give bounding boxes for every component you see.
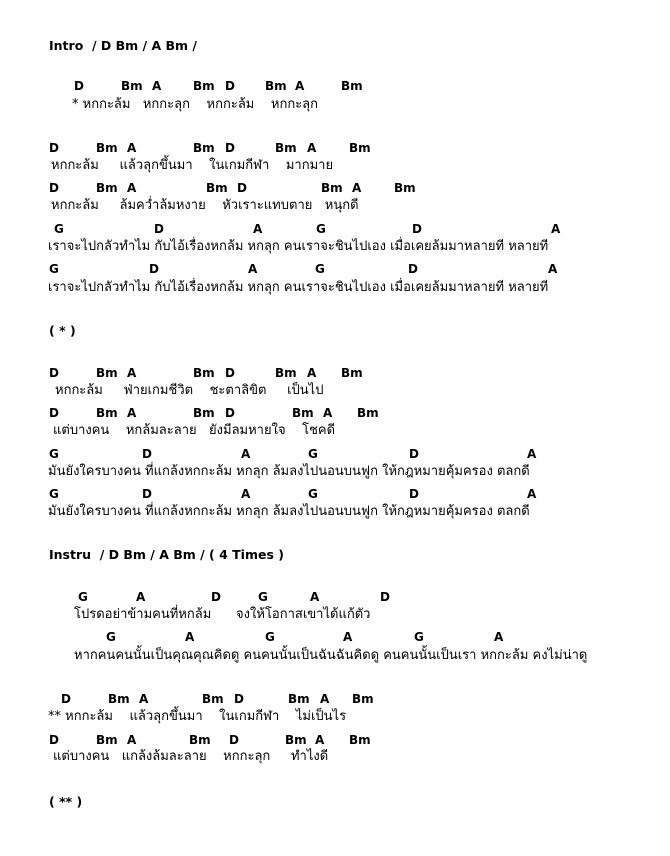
lyric-line: หกกะล้ม ฟ่ายเกมชีวิต ชะตาลิขิต เป็นไป [55,383,324,398]
chord: G [308,487,318,501]
chord: G [316,222,326,236]
chord: G [49,487,59,501]
lyric-line: มันยังใครบางคน ที่แกล้งหกกะล้ม หกลุก ล้มลงไปนอนบนฟูก ให้กฎหมายคุ้มครอง ตลกดี [48,464,530,479]
chord: G [265,630,275,644]
chord: D [49,733,59,747]
chord: D [409,487,419,501]
chord: Bm [193,366,215,380]
lyric-line: หากคนคนนั้นเป็นคุณคุณคิดดู คนคนนั้นเป็นฉันฉันคิดดู คนคนนั้นเป็นเรา หกกะล้ม คงไม่น่าดู [74,648,588,663]
chord: D [154,222,164,236]
chord: A [310,590,320,604]
chord: A [307,141,317,155]
lyric-line: * หกกะล้ม หกกะลุก หกกะล้ม หกกะลุก [72,97,319,112]
chord: Bm [193,141,215,155]
chord: Bm [285,733,307,747]
chord: A [185,630,195,644]
chord: Bm [108,692,130,706]
chord: D [412,222,422,236]
chord: A [527,447,537,461]
chord: A [527,487,537,501]
chord: Bm [96,181,118,195]
chord: A [323,406,333,420]
chord: D [49,406,59,420]
chord: Bm [96,366,118,380]
lyric-line: หกกะล้ม ล้มคว่ำล้มหงาย หัวเราะแทบตาย หนุกดี [51,198,359,213]
chord: A [127,181,137,195]
chord: Bm [193,79,215,93]
chord: Bm [121,79,143,93]
chord: D [408,262,418,276]
chord: D [142,487,152,501]
chord: D [211,590,221,604]
chord: D [234,692,244,706]
chord: G [308,447,318,461]
chord: Bm [288,692,310,706]
chord: G [78,590,88,604]
chord: G [258,590,268,604]
chord: D [380,590,390,604]
intro-heading: Intro / D Bm / A Bm / [49,38,197,53]
chord: A [343,630,353,644]
instrumental-heading: Instru / D Bm / A Bm / ( 4 Times ) [49,547,284,562]
chord: A [127,366,137,380]
chord: Bm [189,733,211,747]
chord: Bm [265,79,287,93]
chord: Bm [96,406,118,420]
lyric-line: เราจะไปกลัวทำไม กับไอ้เรื่องหกล้ม หกลุก คนเราจะชินไปเอง เมื่อเคยล้มมาหลายที หลายที [48,239,549,254]
lyric-line: มันยังใครบางคน ที่แกล้งหกกะล้ม หกลุก ล้มลงไปนอนบนฟูก ให้กฎหมายคุ้มครอง ตลกดี [48,504,530,519]
chord: G [315,262,325,276]
chord: D [61,692,71,706]
chord: D [142,447,152,461]
chord: Bm [349,141,371,155]
chord: D [225,406,235,420]
chord: Bm [206,181,228,195]
chord: A [551,222,561,236]
chord: D [149,262,159,276]
chord: D [225,79,235,93]
chord: Bm [357,406,379,420]
chord: Bm [341,79,363,93]
chord: D [49,181,59,195]
chord: G [49,447,59,461]
lyric-line: แต่บางคน หกล้มละลาย ยังมีลมหายใจ โชคดี [53,423,336,438]
chord: A [127,406,137,420]
chord: A [136,590,146,604]
chorus2-repeat-marker: ( ** ) [49,794,83,809]
chord: A [127,141,137,155]
chord: G [54,222,64,236]
chord: A [248,262,258,276]
chord: G [106,630,116,644]
lyric-line: ** หกกะล้ม แล้วลุกขึ้นมา ในเกมกีฬา ไม่เป็นไร [48,709,347,724]
chord: A [241,447,251,461]
chord: A [295,79,305,93]
chord: D [225,141,235,155]
chord: Bm [193,406,215,420]
chord: Bm [321,181,343,195]
chord: Bm [394,181,416,195]
chord: D [49,366,59,380]
chord: Bm [202,692,224,706]
lyric-line: หกกะล้ม แล้วลุกขึ้นมา ในเกมกีฬา มากมาย [51,158,334,173]
lyric-line: แต่บางคน แกล้งล้มละลาย หกกะลุก ทำไงดี [53,749,329,764]
chord: A [320,692,330,706]
chord: A [241,487,251,501]
chord: D [74,79,84,93]
chord: Bm [275,366,297,380]
chord: A [352,181,362,195]
chord: D [409,447,419,461]
chorus-repeat-marker: ( * ) [49,323,76,338]
chord: A [152,79,162,93]
chord: Bm [275,141,297,155]
chord: A [253,222,263,236]
chord: Bm [341,366,363,380]
chord: Bm [292,406,314,420]
chord: Bm [96,733,118,747]
chord: Bm [96,141,118,155]
chord: A [127,733,137,747]
chord: G [414,630,424,644]
chord: D [49,141,59,155]
chord: D [237,181,247,195]
chord: A [548,262,558,276]
lyric-line: เราจะไปกลัวทำไม กับไอ้เรื่องหกล้ม หกลุก คนเราจะชินไปเอง เมื่อเคยล้มมาหลายที หลายที [48,280,549,295]
chord: Bm [352,692,374,706]
chord: A [494,630,504,644]
chord: D [225,366,235,380]
chord: A [307,366,317,380]
chord: A [315,733,325,747]
lyric-line: โปรดอย่าข้ามคนที่หกล้ม จงให้โอกาสเขาได้แก้ตัว [74,607,371,622]
chord: A [139,692,149,706]
chord: Bm [349,733,371,747]
chord: G [49,262,59,276]
chord: D [229,733,239,747]
